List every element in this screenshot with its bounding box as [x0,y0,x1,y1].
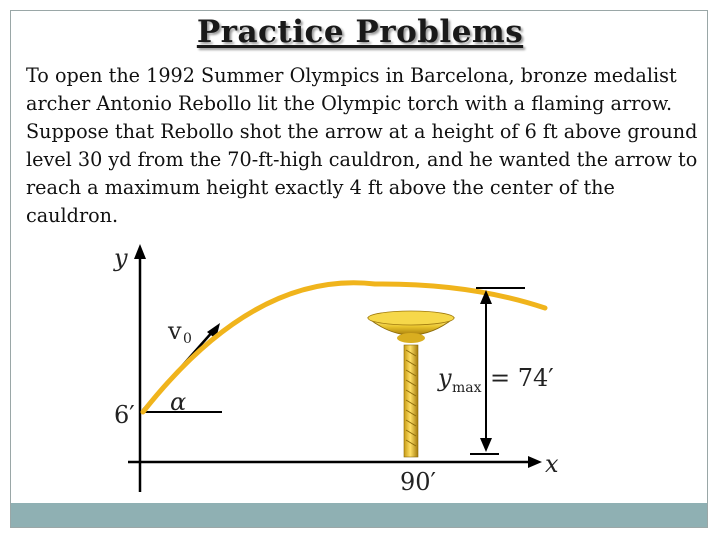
y-axis-arrowhead [134,244,146,259]
ymax-variable: y [438,364,452,392]
y-axis-label: y [114,244,128,272]
velocity-label: v [168,317,182,345]
ymax-subscript: max [452,380,482,396]
velocity-subscript: 0 [183,331,192,347]
ymax-arrow-bottom [480,438,492,452]
x-axis-label: x [545,450,559,478]
distance-label: 90′ [400,468,436,496]
problem-statement: To open the 1992 Summer Olympics in Barcelona, bronze medalist archer Antonio Rebollo lit the Olympic torch with a flaming arrow. Suppose that Rebollo shot the arrow at a height of 6 ft above ground level 30 yd from the 70-ft-high cauldron, and he wanted the arrow to reach a maximum height exactly 4 ft above the center of the cauldron. [26,64,698,227]
ymax-value: = 74′ [490,364,554,392]
launch-height-label: 6′ [114,401,135,429]
slide-title: Practice Problems [196,14,524,50]
cauldron-rim [368,311,454,325]
x-axis-arrowhead [528,456,542,468]
angle-label: α [170,388,187,416]
footer-bar [11,503,707,527]
cauldron-neck [397,333,425,343]
